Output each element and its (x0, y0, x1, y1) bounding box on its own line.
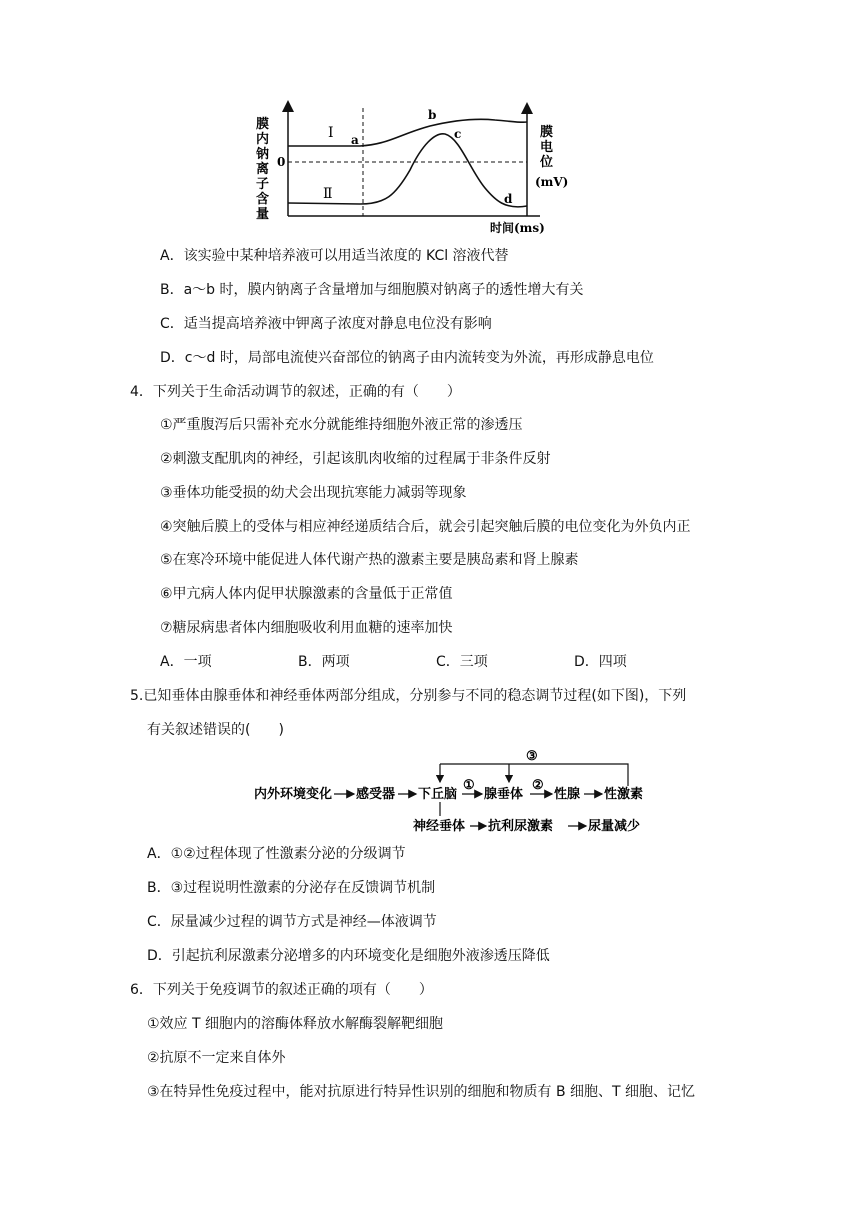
q4-option-c: C．三项 (436, 654, 488, 670)
q6-item: ③在特异性免疫过程中，能对抗原进行特异性识别的细胞和物质有 B 细胞、T 细胞、记忆 (147, 1084, 696, 1100)
y-label-char: 膜 (256, 117, 270, 132)
zero-label: 0 (277, 155, 286, 169)
membrane-potential-figure (250, 100, 580, 240)
env-change-node: 内外环境变化 (254, 787, 333, 802)
right-axis-label (535, 124, 568, 189)
q6-item: ②抗原不一定来自体外 (147, 1050, 286, 1066)
receptor-node: 感受器 (356, 787, 396, 802)
y-axis-label (256, 116, 269, 222)
y-label-char: 离 (256, 162, 270, 177)
q4-option-b: B．两项 (298, 654, 350, 670)
q6-stem: 6．下列关于免疫调节的叙述正确的项有（ ） (130, 982, 433, 998)
q3-option-d: D．c～d 时，局部电流使兴奋部位的钠离子由内流转变为外流，再形成静息电位 (160, 350, 654, 366)
hormone-flow-diagram (250, 746, 670, 838)
q4-item: ⑤在寒冷环境中能促进人体代谢产热的激素主要是胰岛素和肾上腺素 (160, 552, 579, 568)
q5-stem-line2: 有关叙述错误的( ) (147, 722, 284, 738)
r-label-char: 位 (540, 155, 554, 170)
step1-label: ① (463, 778, 475, 793)
y-label-char: 子 (256, 177, 270, 192)
x-axis-label: 时间(ms) (490, 221, 545, 235)
q4-item: ①严重腹泻后只需补充水分就能维持细胞外液正常的渗透压 (160, 417, 523, 433)
urine-decrease-node: 尿量减少 (588, 819, 641, 834)
r-label-unit: (mV) (535, 175, 569, 189)
q4-item: ⑦糖尿病患者体内细胞吸收利用血糖的速率加快 (160, 620, 453, 636)
q5-option-b: B．③过程说明性激素的分泌存在反馈调节机制 (147, 880, 436, 896)
step2-label: ② (532, 778, 544, 793)
q3-option-c: C．适当提高培养液中钾离子浓度对静息电位没有影响 (160, 316, 492, 332)
q4-option-a: A．一项 (160, 654, 212, 670)
curve-I (288, 119, 527, 146)
q5-option-d: D．引起抗利尿激素分泌增多的内环境变化是细胞外液渗透压降低 (147, 948, 550, 964)
y-label-char: 含 (256, 192, 270, 207)
q4-item: ③垂体功能受损的幼犬会出现抗寒能力减弱等现象 (160, 485, 467, 501)
q6-item: ①效应 T 细胞内的溶酶体释放水解酶裂解靶细胞 (147, 1016, 444, 1032)
curve-I-label: Ⅰ (328, 125, 334, 141)
q4-item: ②刺激支配肌肉的神经，引起该肌肉收缩的过程属于非条件反射 (160, 451, 551, 467)
q5-stem-line1: 5.已知垂体由腺垂体和神经垂体两部分组成，分别参与不同的稳态调节过程(如下图)，下列 (130, 688, 687, 704)
q4-stem: 4．下列关于生命活动调节的叙述，正确的有（ ） (130, 384, 461, 400)
neurohypophysis-node: 神经垂体 (413, 819, 466, 834)
q4-item: ④突触后膜上的受体与相应神经递质结合后，就会引起突触后膜的电位变化为外负内正 (160, 519, 691, 535)
y-label-char: 内 (256, 132, 270, 147)
r-label-char: 电 (540, 140, 554, 155)
point-d-label: d (504, 192, 513, 206)
q3-option-b: B．a～b 时，膜内钠离子含量增加与细胞膜对钠离子的透性增大有关 (160, 282, 584, 298)
r-label-char: 膜 (540, 125, 554, 140)
adh-node: 抗利尿激素 (488, 819, 554, 834)
point-b-label: b (428, 108, 437, 122)
curve-II-label: Ⅱ (323, 186, 333, 202)
q5-option-c: C．尿量减少过程的调节方式是神经—体液调节 (147, 914, 437, 930)
q3-option-a: A．该实验中某种培养液可以用适当浓度的 KCl 溶液代替 (160, 248, 509, 264)
point-c-label: c (454, 127, 462, 141)
point-a-label: a (351, 133, 359, 147)
q4-item: ⑥甲亢病人体内促甲状腺激素的含量低于正常值 (160, 586, 453, 602)
adenohypophysis-node: 腺垂体 (484, 787, 524, 802)
y-label-char: 钠 (256, 147, 270, 162)
step3-label: ③ (526, 749, 538, 764)
hypothalamus-node: 下丘脑 (418, 787, 458, 802)
y-label-char: 量 (256, 207, 270, 222)
gonad-node: 性腺 (554, 787, 581, 802)
sex-hormone-node: 性激素 (604, 787, 644, 802)
q4-option-d: D．四项 (574, 654, 627, 670)
q5-option-a: A．①②过程体现了性激素分泌的分级调节 (147, 846, 406, 862)
